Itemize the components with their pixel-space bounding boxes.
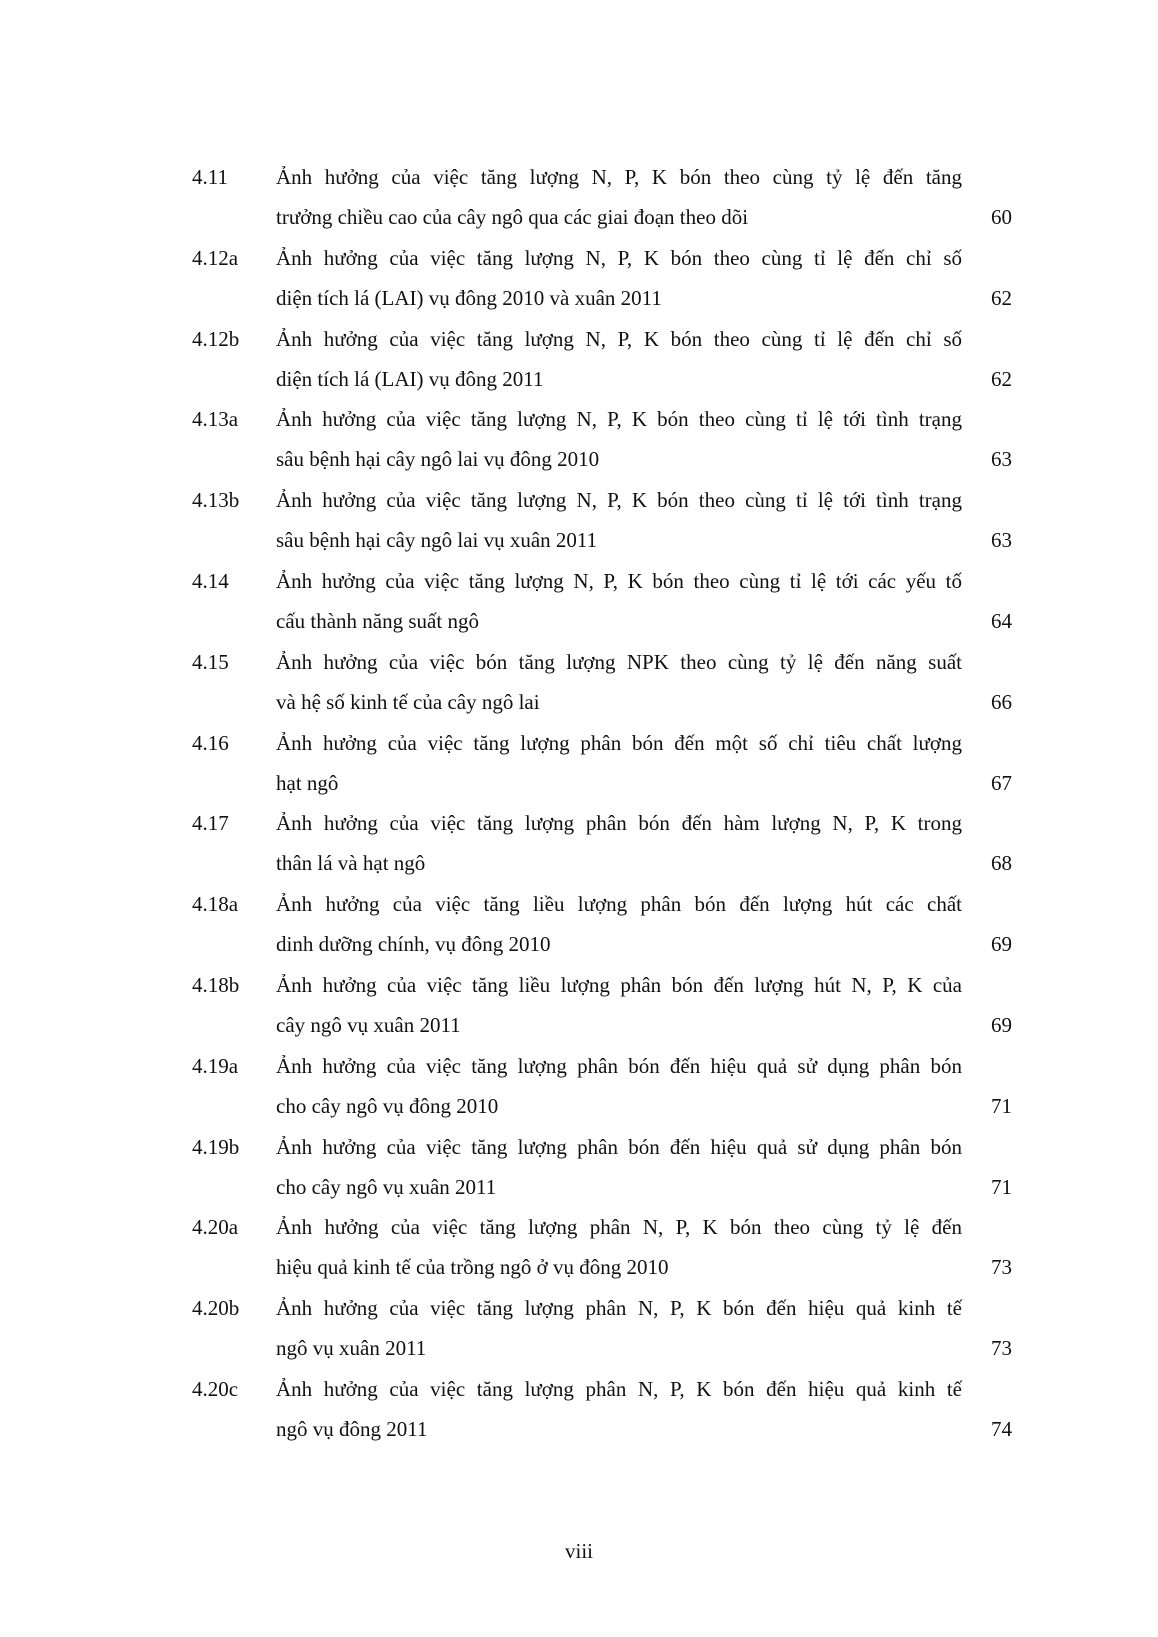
entry-title-line1: Ảnh hưởng của việc tăng lượng phân bón đến hiệu quả sử dụng phân bón <box>276 1134 962 1159</box>
entry-title-line1: Ảnh hưởng của việc tăng lượng phân bón đến hàm lượng N, P, K trong <box>276 811 962 836</box>
entry-title-line1: Ảnh hưởng của việc tăng lượng phân bón đến một số chỉ tiêu chất lượng <box>276 730 962 755</box>
entry-title-line1: Ảnh hưởng của việc tăng lượng N, P, K bón theo cùng tỉ lệ tới các yếu tố <box>276 568 962 593</box>
entry-title-line2: diện tích lá (LAI) vụ đông 2010 và xuân 2011 <box>276 285 662 310</box>
entry-page-number: 63 <box>991 528 1012 553</box>
entry-page-number: 71 <box>991 1093 1012 1118</box>
entry-page-number: 68 <box>991 851 1012 876</box>
entry-page-number: 74 <box>991 1416 1012 1441</box>
entry-number: 4.14 <box>192 568 229 593</box>
entry-number: 4.16 <box>192 730 229 755</box>
entry-number: 4.13a <box>192 407 239 432</box>
entry-title-line2: dinh dưỡng chính, vụ đông 2010 <box>276 932 551 957</box>
entry-title-line2: hạt ngô <box>276 770 339 795</box>
entry-number: 4.18a <box>192 892 239 917</box>
entry-title-line1: Ảnh hưởng của việc tăng liều lượng phân bón đến lượng hút các chất <box>276 892 962 917</box>
toc-entry <box>192 480 1012 561</box>
toc-entry <box>192 642 1012 723</box>
entry-page-number: 73 <box>991 1336 1012 1361</box>
toc-entry <box>192 1369 1012 1450</box>
entry-page-number: 63 <box>991 447 1012 472</box>
entry-title <box>276 642 962 722</box>
entry-title-line2: ngô vụ đông 2011 <box>276 1416 428 1441</box>
entry-title-line2: cây ngô vụ xuân 2011 <box>276 1012 461 1037</box>
toc-entry <box>192 561 1012 642</box>
entry-title-line2: thân lá và hạt ngô <box>276 851 426 876</box>
entry-title-line2: cho cây ngô vụ xuân 2011 <box>276 1174 497 1199</box>
toc-entry <box>192 1207 1012 1288</box>
entry-title-line2: và hệ số kinh tế của cây ngô lai <box>276 689 540 714</box>
entry-title-line1: Ảnh hưởng của việc tăng liều lượng phân bón đến lượng hút N, P, K của <box>276 972 962 997</box>
entry-title <box>276 723 962 803</box>
entry-title-line1: Ảnh hưởng của việc tăng lượng phân N, P, K bón theo cùng tỷ lệ đến <box>276 1215 962 1240</box>
entry-page-number: 66 <box>991 689 1012 714</box>
entry-title <box>276 884 962 964</box>
entry-title <box>276 399 962 479</box>
entry-page-number: 71 <box>991 1174 1012 1199</box>
entry-title-line2: trưởng chiều cao của cây ngô qua các giai đoạn theo dõi <box>276 205 749 229</box>
entry-number: 4.20a <box>192 1215 239 1240</box>
toc-entry <box>192 399 1012 480</box>
entry-title <box>276 965 962 1045</box>
table-list <box>192 157 1012 1450</box>
entry-number: 4.12b <box>192 326 240 351</box>
toc-entry <box>192 1288 1012 1369</box>
entry-title-line1: Ảnh hưởng của việc tăng lượng phân N, P, K bón đến hiệu quả kinh tế <box>276 1296 962 1321</box>
entry-title <box>276 1288 962 1368</box>
entry-title-line1: Ảnh hưởng của việc bón tăng lượng NPK theo cùng tỷ lệ đến năng suất <box>276 649 962 674</box>
entry-title-line2: cho cây ngô vụ đông 2010 <box>276 1093 499 1118</box>
entry-page-number: 62 <box>991 366 1012 391</box>
toc-entry <box>192 884 1012 965</box>
entry-page-number: 62 <box>991 285 1012 310</box>
entry-page-number: 67 <box>991 770 1012 795</box>
entry-title-line1: Ảnh hưởng của việc tăng lượng phân N, P, K bón đến hiệu quả kinh tế <box>276 1376 962 1401</box>
entry-title-line2: sâu bệnh hại cây ngô lai vụ đông 2010 <box>276 447 600 472</box>
entry-page-number: 69 <box>991 932 1012 957</box>
toc-entry <box>192 319 1012 400</box>
toc-entry <box>192 965 1012 1046</box>
entry-title-line2: hiệu quả kinh tế của trồng ngô ở vụ đông 2010 <box>276 1255 669 1280</box>
entry-number: 4.12a <box>192 245 239 270</box>
entry-title <box>276 157 962 237</box>
entry-number: 4.15 <box>192 649 229 674</box>
entry-title-line2: sâu bệnh hại cây ngô lai vụ xuân 2011 <box>276 528 598 553</box>
entry-page-number: 69 <box>991 1012 1012 1037</box>
entry-title-line1: Ảnh hưởng của việc tăng lượng N, P, K bón theo cùng tỉ lệ đến chỉ số <box>276 326 962 351</box>
entry-number: 4.20c <box>192 1376 239 1401</box>
entry-title <box>276 1046 962 1126</box>
toc-entry <box>192 238 1012 319</box>
entry-title <box>276 480 962 560</box>
entry-page-number: 64 <box>991 608 1012 633</box>
entry-page-number: 60 <box>991 205 1012 229</box>
entry-number: 4.19a <box>192 1053 239 1078</box>
entry-title <box>276 319 962 399</box>
entry-title <box>276 238 962 318</box>
entry-number: 4.11 <box>192 165 228 189</box>
toc-entry <box>192 1046 1012 1127</box>
entry-title <box>276 803 962 883</box>
entry-number: 4.17 <box>192 811 229 836</box>
entry-title-line1: Ảnh hưởng của việc tăng lượng N, P, K bón theo cùng tỉ lệ tới tình trạng <box>276 407 962 432</box>
entry-title-line2: ngô vụ xuân 2011 <box>276 1336 427 1361</box>
entry-number: 4.18b <box>192 972 240 997</box>
page-number-footer: viii <box>564 1539 593 1563</box>
entry-title <box>276 561 962 641</box>
toc-entry <box>192 1127 1012 1208</box>
entry-number: 4.20b <box>192 1296 240 1321</box>
entry-title-line1: Ảnh hưởng của việc tăng lượng N, P, K bón theo cùng tỉ lệ tới tình trạng <box>276 488 962 513</box>
entry-number: 4.19b <box>192 1134 240 1159</box>
entry-title-line2: diện tích lá (LAI) vụ đông 2011 <box>276 366 544 391</box>
entry-title <box>276 1369 962 1449</box>
entry-title-line1: Ảnh hưởng của việc tăng lượng phân bón đến hiệu quả sử dụng phân bón <box>276 1053 962 1078</box>
toc-entry <box>192 157 1012 238</box>
entry-title <box>276 1127 962 1207</box>
entry-title <box>276 1207 962 1287</box>
entry-title-line2: cấu thành năng suất ngô <box>276 608 479 633</box>
toc-entry <box>192 803 1012 884</box>
entry-title-line1: Ảnh hưởng của việc tăng lượng N, P, K bón theo cùng tỉ lệ đến chỉ số <box>276 245 962 270</box>
entry-title-line1: Ảnh hưởng của việc tăng lượng N, P, K bón theo cùng tỷ lệ đến tăng <box>276 165 962 189</box>
toc-entry <box>192 723 1012 804</box>
entry-page-number: 73 <box>991 1255 1012 1280</box>
entry-number: 4.13b <box>192 488 240 513</box>
